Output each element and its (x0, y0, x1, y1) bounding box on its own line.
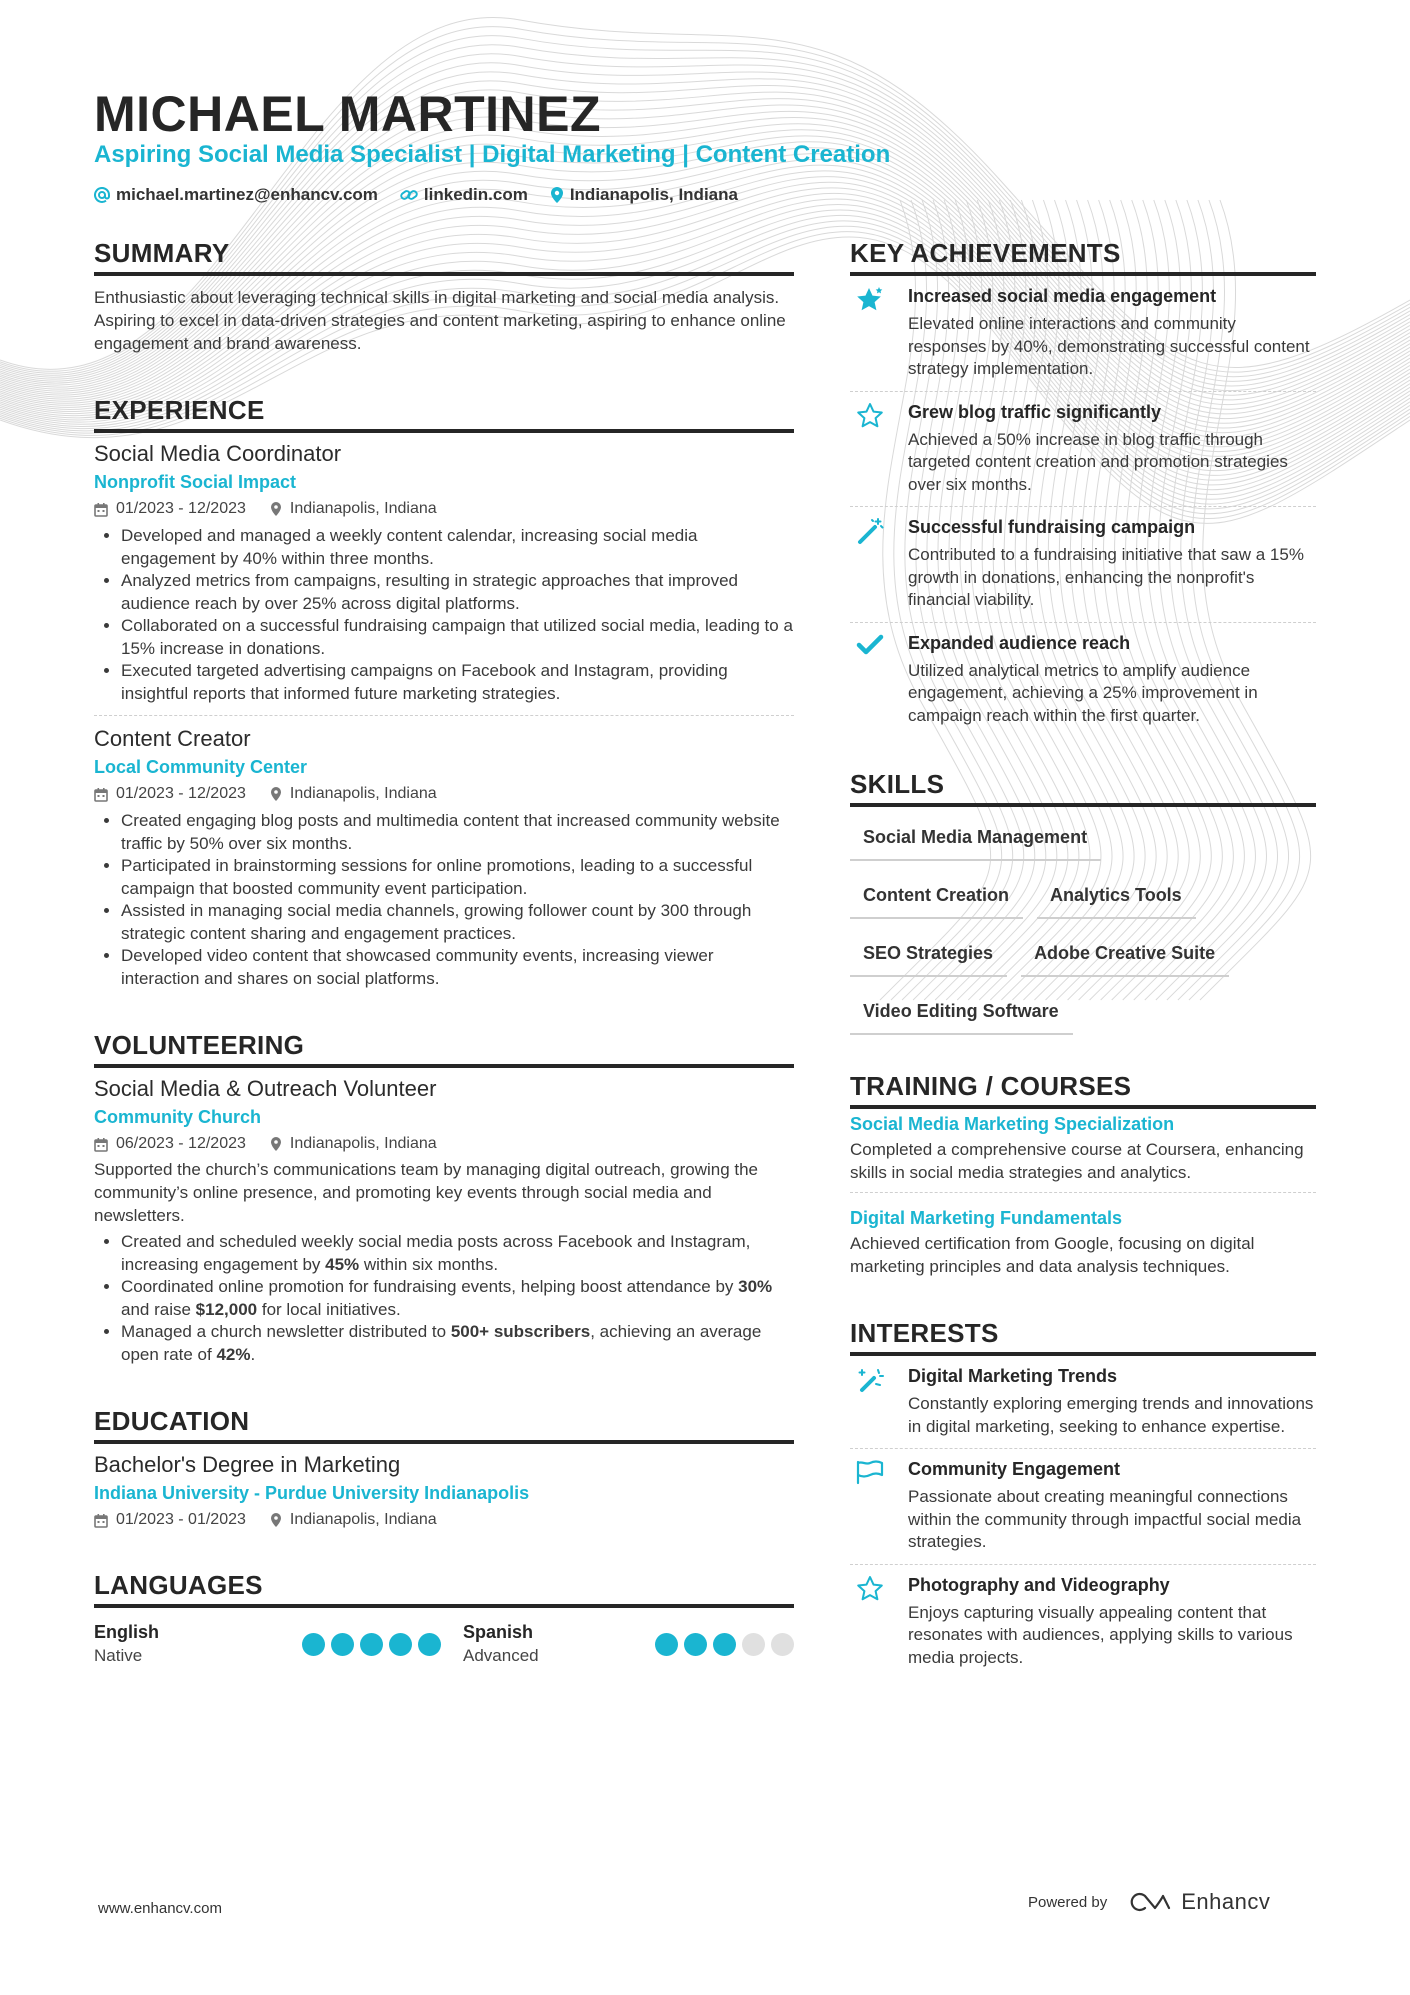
achievement-title: Grew blog traffic significantly (908, 401, 1162, 422)
left-column (94, 236, 794, 1698)
proficiency-dots (655, 1633, 794, 1656)
achievements-section (850, 236, 1316, 737)
degree-title: Bachelor's Degree in Marketing (94, 1452, 401, 1477)
bullet-item: • Developed and managed a weekly content calendar, increasing social media engagement by 40% within three months. (121, 525, 794, 570)
bullet-item: • Created and scheduled weekly social media posts across Facebook and Instagram, increasing engagement by 45% within six months. (121, 1231, 794, 1276)
proficiency-dot-empty (742, 1633, 765, 1656)
checkmark-icon (850, 631, 890, 728)
location-pin-icon (270, 1136, 282, 1152)
entry-location: Indianapolis, Indiana (289, 1135, 437, 1152)
proficiency-dot-filled (331, 1633, 354, 1656)
achievement-item (850, 276, 1316, 391)
interests-section (850, 1316, 1316, 1679)
education-section (94, 1404, 794, 1532)
bullet-item: • Created engaging blog posts and multimedia content that increased community website traffic by 50% over six months. (121, 810, 794, 855)
interest-item (850, 1449, 1316, 1564)
bullet-list (94, 525, 794, 705)
interest-description: Enjoys capturing visually appealing content that resonates with audiences, applying skills to various media projects. (908, 1602, 1293, 1667)
proficiency-dot-filled (655, 1633, 678, 1656)
proficiency-dot-filled (418, 1633, 441, 1656)
company-name: Local Community Center (94, 757, 308, 777)
bullet-item: • Analyzed metrics from campaigns, resulting in strategic approaches that improved audience reach by over 25% across digital platforms. (121, 570, 794, 615)
experience-entry (94, 724, 794, 990)
interest-title: Photography and Videography (908, 1574, 1170, 1595)
achievement-description: Utilized analytical metrics to amplify audience engagement, achieving a 25% improvement in campaign reach within the first quarter. (908, 660, 1258, 725)
volunteering-section (94, 1028, 794, 1366)
summary-section (94, 236, 794, 355)
calendar-icon (94, 1137, 108, 1152)
language-item (94, 1620, 463, 1668)
entry-meta (94, 782, 794, 806)
interest-item (850, 1356, 1316, 1448)
language-item (463, 1620, 794, 1668)
bullet-item: • Assisted in managing social media channels, growing follower count by 300 through strategic content sharing and engagement practices. (121, 900, 794, 945)
course-description: Achieved certification from Google, focusing on digital marketing principles and data analysis techniques. (850, 1234, 1255, 1276)
calendar-icon (94, 1513, 108, 1528)
interest-item (850, 1565, 1316, 1680)
school-name: Indiana University - Purdue University Indianapolis (94, 1483, 530, 1503)
star-sparkle-icon (850, 284, 890, 381)
achievement-item (850, 392, 1316, 507)
flag-icon (850, 1457, 890, 1554)
section-title-languages: LANGUAGES (94, 1568, 794, 1608)
footer-website[interactable]: www.enhancv.com (98, 1900, 222, 1917)
achievement-item (850, 507, 1316, 622)
interest-title: Community Engagement (908, 1459, 1121, 1479)
course-title: Digital Marketing Fundamentals (850, 1208, 1123, 1228)
entry-dates: 06/2023 - 12/2023 (116, 1135, 246, 1152)
achievement-description: Achieved a 50% increase in blog traffic through targeted content creation and promotion strategies over six months. (908, 429, 1288, 494)
interest-description: Passionate about creating meaningful connections within the community through impactful social media strategies. (908, 1487, 1302, 1551)
language-level: Native (94, 1646, 143, 1665)
brand-logo[interactable] (1127, 1889, 1270, 1915)
candidate-headline: Aspiring Social Media Specialist | Digital Marketing | Content Creation (94, 141, 891, 168)
achievement-title: Successful fundraising campaign (908, 517, 1196, 537)
proficiency-dot-filled (713, 1633, 736, 1656)
interest-title: Digital Marketing Trends (908, 1366, 1118, 1386)
skill-tag: Social Media Management (850, 817, 1101, 861)
skill-tag: Content Creation (850, 875, 1023, 919)
skill-tag: Video Editing Software (850, 991, 1073, 1035)
section-title-experience: EXPERIENCE (94, 393, 794, 433)
skill-list (850, 817, 1316, 1035)
location-pin-icon (270, 1512, 282, 1528)
entry-divider (850, 1192, 1316, 1193)
section-title-education: EDUCATION (94, 1404, 794, 1444)
experience-section (94, 393, 794, 990)
magic-wand-icon (850, 1364, 890, 1438)
proficiency-dots (302, 1633, 441, 1656)
star-outline-icon (850, 1573, 890, 1670)
job-title: Social Media Coordinator (94, 441, 342, 466)
section-title-interests: INTERESTS (850, 1316, 1316, 1356)
skills-section (850, 767, 1316, 1035)
proficiency-dot-filled (360, 1633, 383, 1656)
volunteer-role: Social Media & Outreach Volunteer (94, 1076, 437, 1101)
course-title: Social Media Marketing Specialization (850, 1114, 1175, 1134)
calendar-icon (94, 502, 108, 517)
email-text: michael.martinez@enhancv.com (116, 185, 378, 204)
linkedin-text: linkedin.com (423, 185, 528, 204)
skill-tag: SEO Strategies (850, 933, 1007, 977)
achievement-title: Increased social media engagement (908, 286, 1217, 306)
experience-entry (94, 439, 794, 705)
star-outline-icon (850, 400, 890, 497)
entry-location: Indianapolis, Indiana (289, 1511, 437, 1528)
bullet-item: • Collaborated on a successful fundraising campaign that utilized social media, leading to a 15% increase in donations. (121, 615, 794, 660)
language-name: English (94, 1622, 160, 1642)
location-pin-icon (270, 786, 282, 802)
section-title-skills: SKILLS (850, 767, 1316, 807)
entry-dates: 01/2023 - 12/2023 (116, 785, 246, 802)
training-section (850, 1069, 1316, 1278)
contact-email[interactable] (94, 185, 378, 205)
right-column (850, 236, 1316, 1709)
entry-dates: 01/2023 - 01/2023 (116, 1511, 246, 1528)
interest-description: Constantly exploring emerging trends and innovations in digital marketing, seeking to enhance expertise. (908, 1394, 1314, 1436)
course-description: Completed a comprehensive course at Coursera, enhancing skills in social media strategies and analytics. (850, 1140, 1304, 1182)
contact-bar (94, 185, 738, 205)
bullet-list (94, 1231, 794, 1366)
language-name: Spanish (463, 1622, 534, 1642)
location-text: Indianapolis, Indiana (569, 185, 738, 204)
entry-meta (94, 1508, 794, 1532)
company-name: Nonprofit Social Impact (94, 472, 297, 492)
job-title: Content Creator (94, 726, 251, 751)
language-level: Advanced (463, 1646, 539, 1665)
section-title-achievements: KEY ACHIEVEMENTS (850, 236, 1316, 276)
summary-text: Enthusiastic about leveraging technical skills in digital marketing and social media analysis. Aspiring to excel in data-driven strategies and content marketing, aspiring to enhance online engagement and brand awareness. (94, 288, 786, 353)
at-sign-icon (94, 187, 110, 203)
bullet-item: • Developed video content that showcased community events, increasing viewer interaction and shares on social platforms. (121, 945, 794, 990)
achievement-description: Elevated online interactions and community responses by 40%, demonstrating successful content strategy implementation. (908, 314, 1310, 378)
volunteer-org: Community Church (94, 1107, 262, 1127)
entry-meta (94, 1132, 794, 1156)
candidate-name: MICHAEL MARTINEZ (94, 86, 602, 142)
footer-branding (1028, 1889, 1270, 1915)
achievement-description: Contributed to a fundraising initiative that saw a 15% growth in donations, enhancing the nonprofit's financial viability. (908, 545, 1304, 609)
proficiency-dot-empty (771, 1633, 794, 1656)
entry-meta (94, 497, 794, 521)
skill-tag: Analytics Tools (1037, 875, 1196, 919)
link-icon (400, 187, 418, 203)
powered-by-label: Powered by (1028, 1893, 1108, 1911)
bullet-list (94, 810, 794, 990)
brand-name: Enhancv (1181, 1889, 1271, 1914)
enhancv-logo-icon (1127, 1890, 1173, 1914)
achievement-title: Expanded audience reach (908, 632, 1131, 653)
bullet-item: • Executed targeted advertising campaigns on Facebook and Instagram, providing insightful reports that informed future marketing strategies. (121, 660, 794, 705)
section-title-training: TRAINING / COURSES (850, 1069, 1316, 1109)
section-title-summary: SUMMARY (94, 236, 794, 276)
proficiency-dot-filled (389, 1633, 412, 1656)
volunteer-description: Supported the church’s communications team by managing digital outreach, growing the community’s online presence, and promoting key events through social media and newsletters. (94, 1160, 759, 1225)
calendar-icon (94, 787, 108, 802)
language-list (94, 1620, 794, 1668)
bullet-item: • Coordinated online promotion for fundraising events, helping boost attendance by 30% and raise $12,000 for local initiatives. (121, 1276, 794, 1321)
entry-divider (94, 715, 794, 716)
bullet-item: • Managed a church newsletter distributed to 500+ subscribers, achieving an average open rate of 42%. (121, 1321, 794, 1366)
contact-location (550, 185, 738, 205)
section-title-volunteering: VOLUNTEERING (94, 1028, 794, 1068)
bullet-item: • Participated in brainstorming sessions for online promotions, leading to a successful campaign that boosted community event participation. (121, 855, 794, 900)
entry-dates: 01/2023 - 12/2023 (116, 500, 246, 517)
contact-linkedin[interactable] (400, 185, 528, 205)
skill-tag: Adobe Creative Suite (1021, 933, 1229, 977)
magic-wand-icon (850, 515, 890, 612)
entry-location: Indianapolis, Indiana (289, 500, 437, 517)
languages-section (94, 1568, 794, 1668)
entry-location: Indianapolis, Indiana (289, 785, 437, 802)
achievement-item (850, 623, 1316, 738)
location-pin-icon (550, 186, 564, 204)
proficiency-dot-filled (302, 1633, 325, 1656)
location-pin-icon (270, 501, 282, 517)
proficiency-dot-filled (684, 1633, 707, 1656)
